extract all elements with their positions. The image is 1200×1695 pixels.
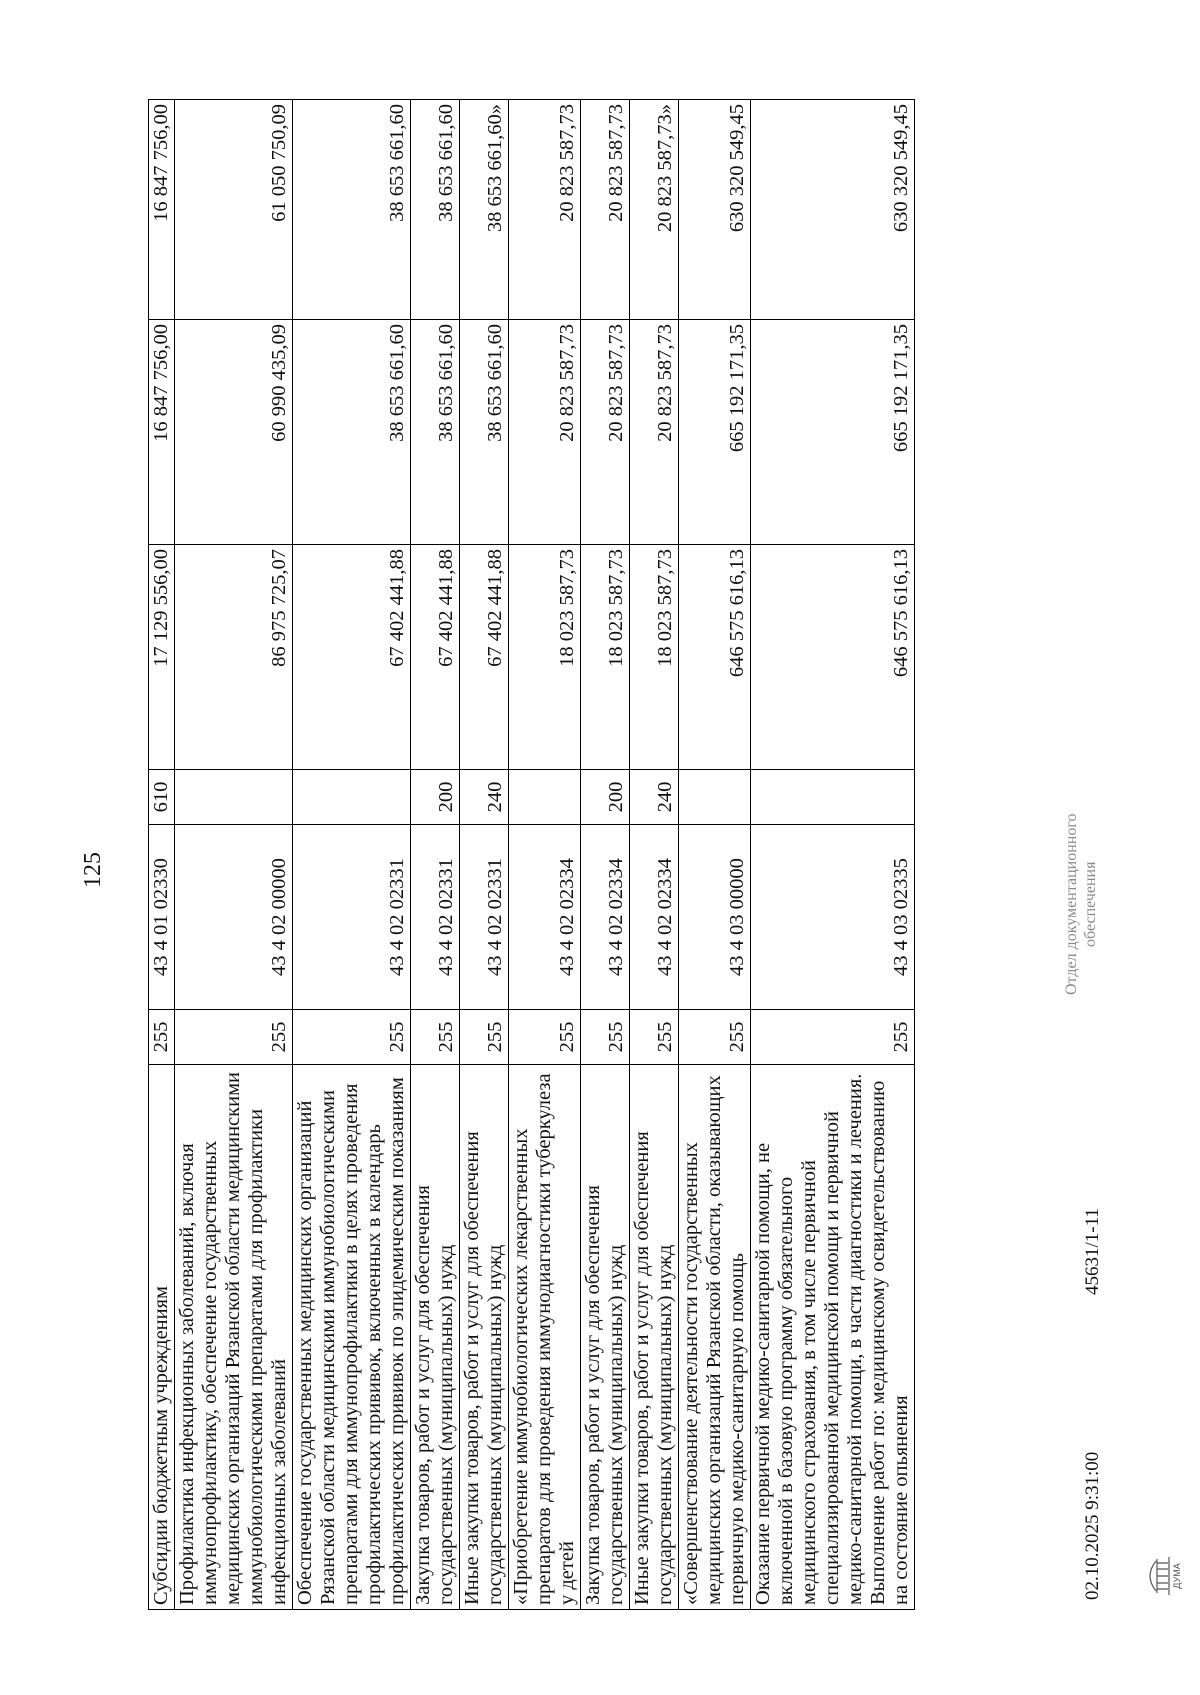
table-row	[751, 100, 915, 1610]
page-number: 125	[80, 852, 106, 888]
row-amount-2026: 38 653 661,60	[293, 320, 411, 545]
row-amount-2025: 18 023 587,73	[509, 545, 581, 770]
row-vr	[751, 770, 915, 825]
table-row	[509, 100, 581, 1610]
row-amount-2025: 18 023 587,73	[630, 545, 679, 770]
row-amount-2026: 20 823 587,73	[630, 320, 679, 545]
row-name: «Приобретение иммунобиологических лекарственных препаратов для проведения иммунодиагностики туберкулеза у детей	[509, 1065, 581, 1610]
row-amount-2026: 20 823 587,73	[509, 320, 581, 545]
row-name: Закупка товаров, работ и услуг для обеспечения государственных (муниципальных) нужд	[581, 1065, 630, 1610]
row-amount-2026: 20 823 587,73	[581, 320, 630, 545]
row-amount-2025: 646 575 616,13	[679, 545, 751, 770]
row-vr	[293, 770, 411, 825]
row-csr: 43 4 02 02331	[460, 825, 509, 1010]
row-amount-2026: 38 653 661,60	[411, 320, 460, 545]
row-name: «Совершенствование деятельности государственных медицинских организаций Рязанской области, оказывающих первичную медико-санитарную помощь	[679, 1065, 751, 1610]
row-amount-2026: 665 192 171,35	[679, 320, 751, 545]
row-amount-2025: 18 023 587,73	[581, 545, 630, 770]
stamp-line-2: обеспечения	[1082, 861, 1099, 947]
row-amount-2027: 630 320 549,45	[679, 100, 751, 320]
row-name: Закупка товаров, работ и услуг для обеспечения государственных (муниципальных) нужд	[411, 1065, 460, 1610]
row-amount-2026: 38 653 661,60	[460, 320, 509, 545]
row-csr: 43 4 03 00000	[679, 825, 751, 1010]
row-amount-2026: 60 990 435,09	[175, 320, 293, 545]
row-chapter: 255	[411, 1010, 460, 1065]
row-csr: 43 4 02 02331	[411, 825, 460, 1010]
table-row	[149, 100, 175, 1610]
table-row	[293, 100, 411, 1610]
row-amount-2025: 646 575 616,13	[751, 545, 915, 770]
row-chapter: 255	[175, 1010, 293, 1065]
row-vr	[175, 770, 293, 825]
row-amount-2025: 67 402 441,88	[293, 545, 411, 770]
row-amount-2027: 61 050 750,09	[175, 100, 293, 320]
row-amount-2025: 17 129 556,00	[149, 545, 175, 770]
budget-table	[148, 99, 915, 1610]
row-name: Обеспечение государственных медицинских организаций Рязанской области медицинскими иммунобиологическими препаратами для иммунопрофилактики в целях проведения профилактических прививок, включенных в календарь профилактических прививок по эпидемическим показаниям	[293, 1065, 411, 1610]
row-csr: 43 4 02 00000	[175, 825, 293, 1010]
row-csr: 43 4 03 02335	[751, 825, 915, 1010]
row-amount-2026: 16 847 756,00	[149, 320, 175, 545]
row-amount-2027: 20 823 587,73	[581, 100, 630, 320]
row-amount-2027: 38 653 661,60	[293, 100, 411, 320]
row-amount-2027: 38 653 661,60»	[460, 100, 509, 320]
row-vr: 200	[581, 770, 630, 825]
row-chapter: 255	[149, 1010, 175, 1065]
table-row	[630, 100, 679, 1610]
row-name: Профилактика инфекционных заболеваний, включая иммунопрофилактику, обеспечение государственных медицинских организаций Рязанской области медицинскими иммунобиологическими препаратами для профилактики инфекционных заболеваний	[175, 1065, 293, 1610]
footer-doc-code: 45631/1-11	[1082, 1208, 1103, 1295]
row-chapter: 255	[460, 1010, 509, 1065]
row-amount-2027: 16 847 756,00	[149, 100, 175, 320]
row-name: Иные закупки товаров, работ и услуг для обеспечения государственных (муниципальных) нужд	[460, 1065, 509, 1610]
table-row	[460, 100, 509, 1610]
table-row	[175, 100, 293, 1610]
row-name: Оказание первичной медико-санитарной помощи, не включенной в базовую программу обязательного медицинского страхования, в том числе первичной специализированной медицинской помощи и первичной медико-санитарной помощи, в части диагностики и лечения. Выполнение работ по: медицинскому освидетельствованию на состояние опьянения	[751, 1065, 915, 1610]
row-amount-2027: 38 653 661,60	[411, 100, 460, 320]
row-vr	[509, 770, 581, 825]
row-csr: 43 4 02 02334	[509, 825, 581, 1010]
stamp-line-1: Отдел документационного	[1063, 813, 1080, 995]
row-amount-2027: 20 823 587,73»	[630, 100, 679, 320]
row-amount-2027: 630 320 549,45	[751, 100, 915, 320]
row-chapter: 255	[679, 1010, 751, 1065]
row-name: Субсидии бюджетным учреждениям	[149, 1065, 175, 1610]
row-amount-2027: 20 823 587,73	[509, 100, 581, 320]
row-vr: 240	[460, 770, 509, 825]
row-chapter: 255	[630, 1010, 679, 1065]
logo-text: ДУМА	[1172, 1563, 1182, 1589]
table-row	[679, 100, 751, 1610]
row-chapter: 255	[581, 1010, 630, 1065]
row-vr: 240	[630, 770, 679, 825]
row-chapter: 255	[751, 1010, 915, 1065]
row-amount-2025: 67 402 441,88	[411, 545, 460, 770]
row-chapter: 255	[509, 1010, 581, 1065]
row-csr: 43 4 02 02334	[581, 825, 630, 1010]
row-vr: 610	[149, 770, 175, 825]
row-vr	[679, 770, 751, 825]
department-stamp	[1062, 813, 1100, 995]
row-amount-2026: 665 192 171,35	[751, 320, 915, 545]
table-row	[581, 100, 630, 1610]
building-icon	[1150, 1557, 1169, 1595]
row-csr: 43 4 01 02330	[149, 825, 175, 1010]
table-row	[411, 100, 460, 1610]
row-amount-2025: 86 975 725,07	[175, 545, 293, 770]
footer-date: 02.10.2025 9:31:00	[1082, 1451, 1103, 1600]
row-chapter: 255	[293, 1010, 411, 1065]
row-amount-2025: 67 402 441,88	[460, 545, 509, 770]
duma-logo	[1142, 1547, 1182, 1605]
row-name: Иные закупки товаров, работ и услуг для обеспечения государственных (муниципальных) нужд	[630, 1065, 679, 1610]
row-csr: 43 4 02 02334	[630, 825, 679, 1010]
row-csr: 43 4 02 02331	[293, 825, 411, 1010]
row-vr: 200	[411, 770, 460, 825]
